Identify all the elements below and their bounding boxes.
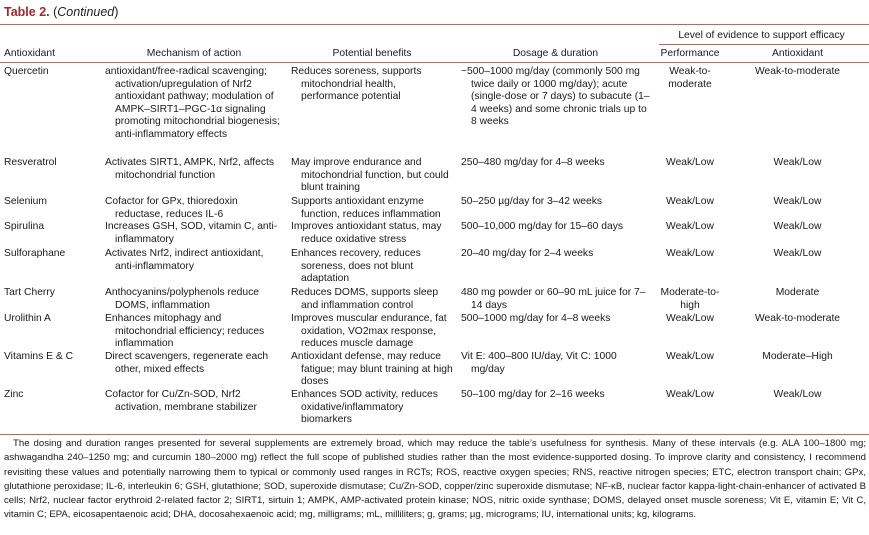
antioxidant-evidence: Moderate–High xyxy=(762,351,833,363)
antioxidant-name: Zinc xyxy=(4,389,24,401)
table-row xyxy=(0,287,869,313)
benefits-cell: Reduces soreness, supports mitochondrial health, performance potential xyxy=(291,66,422,103)
col-benefits: Potential benefits xyxy=(332,48,412,59)
antioxidant-name: Vitamins E & C xyxy=(4,351,74,363)
benefits-cell: Supports antioxidant enzyme function, reduces inflammation xyxy=(291,196,441,220)
antioxidant-evidence: Moderate xyxy=(775,287,820,299)
performance-evidence: Weak/Low xyxy=(666,351,714,363)
header-row xyxy=(0,45,869,64)
antioxidant-evidence: Weak/Low xyxy=(773,196,822,207)
mechanism-cell: Cofactor for Cu/Zn-SOD, Nrf2 activation, membrane stabilizer xyxy=(105,389,257,413)
dosage-cell: 20–40 mg/day for 2–4 weeks xyxy=(461,248,594,260)
antioxidant-name: Resveratrol xyxy=(4,157,57,168)
antioxidant-name: Spirulina xyxy=(4,221,45,233)
table-row xyxy=(0,66,869,157)
dosage-cell: 50–250 µg/day for 3–42 weeks xyxy=(461,196,603,207)
antioxidant-evidence: Weak/Low xyxy=(773,389,822,401)
table-body xyxy=(0,66,869,429)
benefits-cell: Improves muscular endurance, fat oxidation, VO2max response, reduces muscle damage xyxy=(291,313,447,350)
mechanism-cell: antioxidant/free-radical scavenging; activation/upregulation of Nrf2 antioxidant pathway; modulation of AMPK–SIRT1–PGC-1α signaling promoting mitochondrial biogenesis; anti-inflammatory effects xyxy=(105,66,280,140)
mechanism-cell: Activates Nrf2, indirect antioxidant, anti-inflammatory xyxy=(105,248,264,272)
antioxidant-evidence: Weak-to-moderate xyxy=(754,313,841,325)
dosage-cell: ~500–1000 mg/day (commonly 500 mg twice daily or 1000 mg/day); acute (single-dose or 7 days) to subacute (1–4 weeks) and some chronic trials up to 8 weeks xyxy=(461,66,650,128)
performance-evidence: Weak/Low xyxy=(666,157,714,168)
table-row xyxy=(0,248,869,287)
table-row xyxy=(0,157,869,196)
benefits-cell: May improve endurance and mitochondrial function, but could blunt training xyxy=(291,157,449,194)
mechanism-cell: Anthocyanins/polyphenols reduce DOMS, inflammation xyxy=(105,287,259,311)
antioxidant-table xyxy=(0,28,869,64)
antioxidant-name: Urolithin A xyxy=(4,313,51,325)
benefits-cell: Reduces DOMS, supports sleep and inflammation control xyxy=(291,287,439,311)
dosage-cell: 50–100 mg/day for 2–16 weeks xyxy=(461,389,605,401)
benefits-cell: Improves antioxidant status, may reduce oxidative stress xyxy=(291,221,442,245)
dosage-cell: 500–1000 mg/day for 4–8 weeks xyxy=(461,313,611,325)
performance-evidence: Weak/Low xyxy=(666,313,714,325)
mechanism-cell: Direct scavengers, regenerate each other, mixed effects xyxy=(105,351,269,375)
table-title: Table 2. (Continued) xyxy=(4,5,119,19)
benefits-cell: Enhances recovery, reduces soreness, does not blunt adaptation xyxy=(291,248,421,285)
table-row xyxy=(0,196,869,221)
performance-evidence: Moderate-to-high xyxy=(660,287,720,311)
table-bottom-rule xyxy=(0,434,869,435)
mechanism-cell: Activates SIRT1, AMPK, Nrf2, affects mitochondrial function xyxy=(105,157,275,181)
mechanism-cell: Enhances mitophagy and mitochondrial efficiency; reduces inflammation xyxy=(105,313,265,350)
dosage-cell: Vit E: 400–800 IU/day, Vit C: 1000 mg/day xyxy=(461,351,617,375)
table-row xyxy=(0,221,869,248)
table-row xyxy=(0,351,869,389)
col-mechanism: Mechanism of action xyxy=(146,48,242,59)
dosage-cell: 250–480 mg/day for 4–8 weeks xyxy=(461,157,605,168)
antioxidant-name: Selenium xyxy=(4,196,47,207)
table-row xyxy=(0,389,869,429)
dosage-cell: 480 mg powder or 60–90 mL juice for 7–14 days xyxy=(461,287,646,311)
antioxidant-name: Tart Cherry xyxy=(4,287,55,299)
benefits-cell: Enhances SOD activity, reduces oxidative/inflammatory biomarkers xyxy=(291,389,438,426)
antioxidant-evidence: Weak-to-moderate xyxy=(754,66,841,77)
antioxidant-name: Quercetin xyxy=(4,66,49,77)
col-antioxidant-evidence: Antioxidant xyxy=(772,48,823,59)
mechanism-cell: Increases GSH, SOD, vitamin C, anti-inflammatory xyxy=(105,221,278,245)
title-rule xyxy=(0,24,869,25)
antioxidant-name: Sulforaphane xyxy=(4,248,66,260)
performance-evidence: Weak-to-moderate xyxy=(668,66,712,90)
performance-evidence: Weak/Low xyxy=(666,248,714,260)
benefits-cell: Antioxidant defense, may reduce fatigue; may blunt training at high doses xyxy=(291,351,453,388)
dosage-cell: 500–10,000 mg/day for 15–60 days xyxy=(461,221,624,233)
col-antioxidant: Antioxidant xyxy=(4,48,55,59)
evidence-group-header: Level of evidence to support efficacy xyxy=(678,30,845,41)
antioxidant-evidence: Weak/Low xyxy=(773,248,822,260)
performance-evidence: Weak/Low xyxy=(666,221,714,233)
antioxidant-evidence: Weak/Low xyxy=(773,157,822,168)
performance-evidence: Weak/Low xyxy=(666,196,714,207)
col-dosage: Dosage & duration xyxy=(512,48,599,59)
antioxidant-evidence: Weak/Low xyxy=(773,221,822,233)
table-footnote: The dosing and duration ranges presented for several supplements are extremely broad, which may reduce the table’s usefulness for synthesis. Many of these intervals (e.g. ALA 100–1800 mg; ashwagandha 240–1250 mg; and curcumin 180–2000 mg) reflect the full scope of published studies rather than the most evidence-supported dosing. To improve clarity and consistency, I recommend revisiting these values and potentially narrowing them to typical or commonly used ranges in RCTs; ROS, reactive oxygen species; RNS, reactive nitrogen species; ETC, electron transport chain; GPx, glutathione peroxidase; IL-6, interleukin 6; GSH, glutathione; SOD, superoxide dismutase; Cu/Zn-SOD, copper/zinc superoxide dismutase; NF-κB, nuclear factor kappa-light-chain-enhancer of activated B cells; Nrf2, nuclear factor erythroid 2-related factor 2; SIRT1, sirtuin 1; AMPK, AMP-activated protein kinase; NOS, nitric oxide synthase; DOMS, delayed onset muscle soreness; Vit E, vitamin E; Vit C, vitamin C; EPA, eicosapentaenoic acid; DHA, docosahexaenoic acid; mg, milligrams; mL, milliliters; g, grams; µg, micrograms; IU, international units; kg, kilograms. xyxy=(4,438,866,521)
table-row xyxy=(0,313,869,351)
performance-evidence: Weak/Low xyxy=(666,389,714,401)
col-performance: Performance xyxy=(660,48,720,59)
mechanism-cell: Cofactor for GPx, thioredoxin reductase, reduces IL-6 xyxy=(105,196,238,220)
